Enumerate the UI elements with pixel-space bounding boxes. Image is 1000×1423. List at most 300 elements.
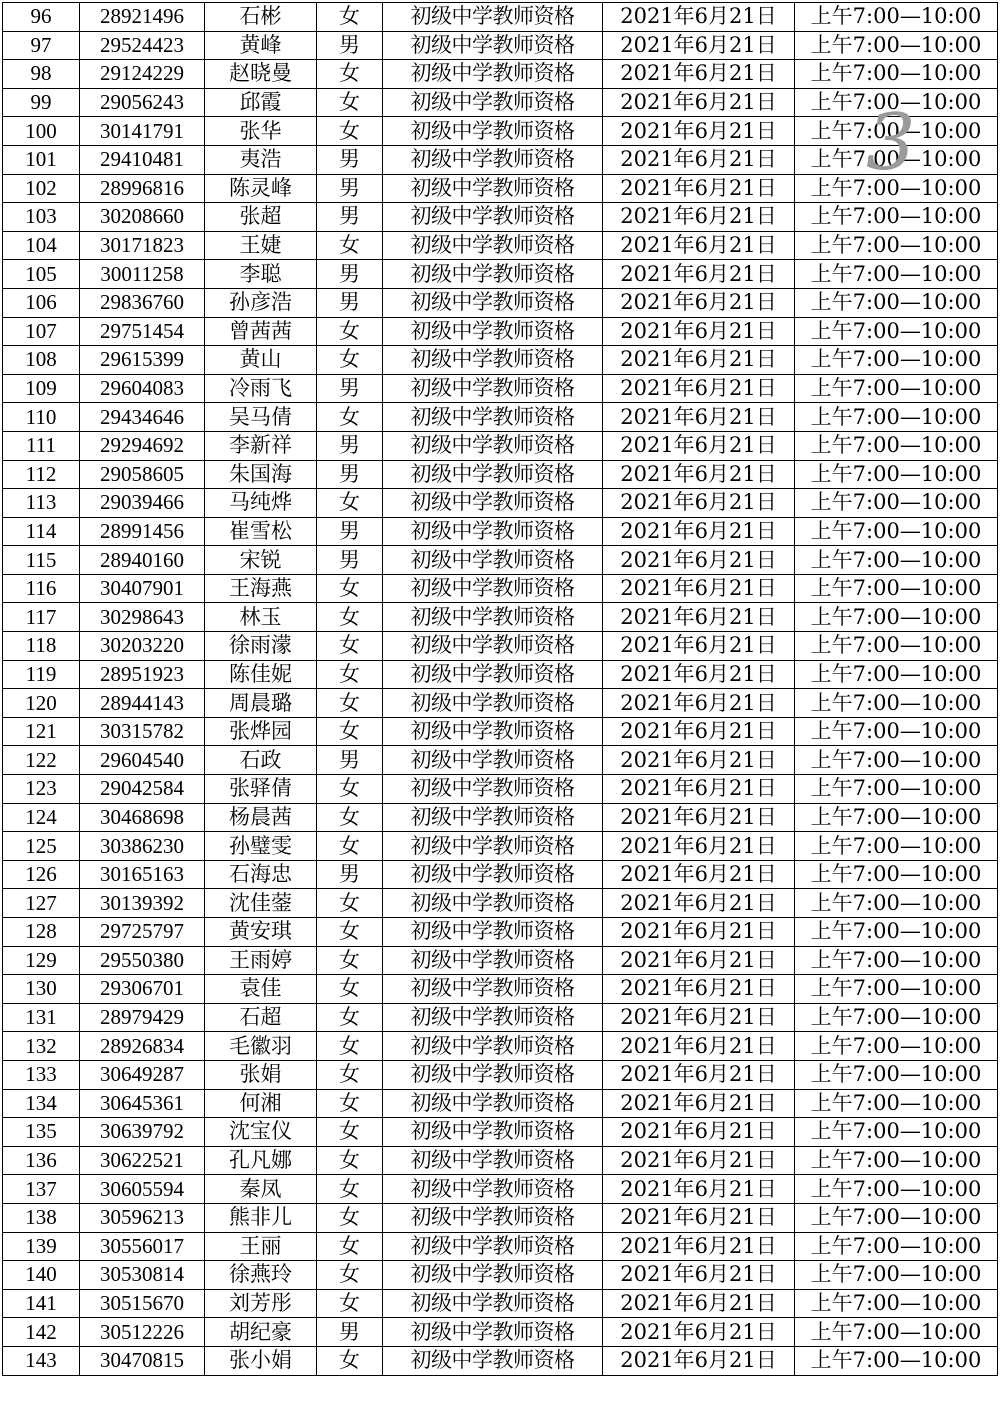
table-row <box>3 431 998 460</box>
gender-cell: 女 <box>317 717 383 746</box>
gender-cell: 女 <box>317 603 383 632</box>
exam-date-cell: 2021年6月21日 <box>603 431 795 460</box>
exam-time-cell: 上午7:00—10:00 <box>795 603 998 632</box>
exam-time-cell: 上午7:00—10:00 <box>795 460 998 489</box>
gender-cell: 男 <box>317 174 383 203</box>
name-cell: 孙彦浩 <box>205 288 317 317</box>
name-cell: 邱霞 <box>205 88 317 117</box>
table-row <box>3 1032 998 1061</box>
registration-id-cell: 29836760 <box>80 288 205 317</box>
registration-id-cell: 30407901 <box>80 574 205 603</box>
table-row <box>3 460 998 489</box>
exam-date-cell: 2021年6月21日 <box>603 803 795 832</box>
exam-type-cell: 初级中学教师资格 <box>383 689 603 718</box>
table-row <box>3 1346 998 1375</box>
exam-type-cell: 初级中学教师资格 <box>383 632 603 661</box>
gender-cell: 男 <box>317 431 383 460</box>
exam-date-cell: 2021年6月21日 <box>603 1346 795 1375</box>
exam-time-cell: 上午7:00—10:00 <box>795 1203 998 1232</box>
exam-time-cell: 上午7:00—10:00 <box>795 546 998 575</box>
exam-date-cell: 2021年6月21日 <box>603 775 795 804</box>
name-cell: 夷浩 <box>205 145 317 174</box>
seq-number-cell: 141 <box>3 1289 80 1318</box>
registration-id-cell: 28921496 <box>80 3 205 32</box>
registration-id-cell: 30645361 <box>80 1089 205 1118</box>
exam-time-cell: 上午7:00—10:00 <box>795 374 998 403</box>
exam-type-cell: 初级中学教师资格 <box>383 88 603 117</box>
exam-time-cell: 上午7:00—10:00 <box>795 632 998 661</box>
registration-id-cell: 28951923 <box>80 660 205 689</box>
name-cell: 陈灵峰 <box>205 174 317 203</box>
registration-id-cell: 29604540 <box>80 746 205 775</box>
table-row <box>3 546 998 575</box>
gender-cell: 男 <box>317 31 383 60</box>
table-row <box>3 803 998 832</box>
gender-cell: 女 <box>317 803 383 832</box>
exam-time-cell: 上午7:00—10:00 <box>795 317 998 346</box>
seq-number-cell: 128 <box>3 918 80 947</box>
registration-id-cell: 30011258 <box>80 260 205 289</box>
exam-date-cell: 2021年6月21日 <box>603 832 795 861</box>
name-cell: 石海忠 <box>205 860 317 889</box>
exam-time-cell: 上午7:00—10:00 <box>795 975 998 1004</box>
exam-time-cell: 上午7:00—10:00 <box>795 31 998 60</box>
exam-type-cell: 初级中学教师资格 <box>383 260 603 289</box>
gender-cell: 男 <box>317 860 383 889</box>
exam-type-cell: 初级中学教师资格 <box>383 746 603 775</box>
seq-number-cell: 131 <box>3 1003 80 1032</box>
name-cell: 沈宝仪 <box>205 1118 317 1147</box>
seq-number-cell: 123 <box>3 775 80 804</box>
name-cell: 朱国海 <box>205 460 317 489</box>
registration-id-cell: 30605594 <box>80 1175 205 1204</box>
exam-date-cell: 2021年6月21日 <box>603 88 795 117</box>
candidate-table <box>2 2 998 1376</box>
seq-number-cell: 108 <box>3 346 80 375</box>
exam-date-cell: 2021年6月21日 <box>603 746 795 775</box>
seq-number-cell: 113 <box>3 489 80 518</box>
exam-time-cell: 上午7:00—10:00 <box>795 689 998 718</box>
exam-date-cell: 2021年6月21日 <box>603 145 795 174</box>
seq-number-cell: 118 <box>3 632 80 661</box>
seq-number-cell: 137 <box>3 1175 80 1204</box>
table-row <box>3 889 998 918</box>
exam-time-cell: 上午7:00—10:00 <box>795 431 998 460</box>
exam-time-cell: 上午7:00—10:00 <box>795 918 998 947</box>
name-cell: 石彬 <box>205 3 317 32</box>
table-row <box>3 374 998 403</box>
exam-type-cell: 初级中学教师资格 <box>383 174 603 203</box>
exam-type-cell: 初级中学教师资格 <box>383 203 603 232</box>
seq-number-cell: 111 <box>3 431 80 460</box>
registration-id-cell: 30171823 <box>80 231 205 260</box>
registration-id-cell: 29058605 <box>80 460 205 489</box>
exam-date-cell: 2021年6月21日 <box>603 546 795 575</box>
exam-date-cell: 2021年6月21日 <box>603 1003 795 1032</box>
gender-cell: 女 <box>317 832 383 861</box>
exam-date-cell: 2021年6月21日 <box>603 689 795 718</box>
gender-cell: 女 <box>317 1203 383 1232</box>
registration-id-cell: 29550380 <box>80 946 205 975</box>
exam-type-cell: 初级中学教师资格 <box>383 60 603 89</box>
exam-date-cell: 2021年6月21日 <box>603 1175 795 1204</box>
gender-cell: 男 <box>317 145 383 174</box>
exam-time-cell: 上午7:00—10:00 <box>795 88 998 117</box>
registration-id-cell: 30298643 <box>80 603 205 632</box>
exam-time-cell: 上午7:00—10:00 <box>795 1175 998 1204</box>
gender-cell: 女 <box>317 88 383 117</box>
exam-date-cell: 2021年6月21日 <box>603 946 795 975</box>
gender-cell: 女 <box>317 231 383 260</box>
exam-date-cell: 2021年6月21日 <box>603 374 795 403</box>
gender-cell: 女 <box>317 1032 383 1061</box>
registration-id-cell: 29306701 <box>80 975 205 1004</box>
name-cell: 秦凤 <box>205 1175 317 1204</box>
exam-date-cell: 2021年6月21日 <box>603 975 795 1004</box>
exam-date-cell: 2021年6月21日 <box>603 231 795 260</box>
exam-time-cell: 上午7:00—10:00 <box>795 117 998 146</box>
exam-type-cell: 初级中学教师资格 <box>383 3 603 32</box>
table-row <box>3 31 998 60</box>
table-row <box>3 288 998 317</box>
exam-date-cell: 2021年6月21日 <box>603 1261 795 1290</box>
exam-time-cell: 上午7:00—10:00 <box>795 946 998 975</box>
exam-time-cell: 上午7:00—10:00 <box>795 1146 998 1175</box>
table-row <box>3 1203 998 1232</box>
gender-cell: 男 <box>317 1318 383 1347</box>
gender-cell: 男 <box>317 460 383 489</box>
gender-cell: 女 <box>317 918 383 947</box>
registration-id-cell: 29124229 <box>80 60 205 89</box>
registration-id-cell: 29615399 <box>80 346 205 375</box>
registration-id-cell: 30596213 <box>80 1203 205 1232</box>
table-row <box>3 632 998 661</box>
exam-date-cell: 2021年6月21日 <box>603 632 795 661</box>
exam-date-cell: 2021年6月21日 <box>603 603 795 632</box>
table-row <box>3 775 998 804</box>
exam-type-cell: 初级中学教师资格 <box>383 1003 603 1032</box>
exam-type-cell: 初级中学教师资格 <box>383 889 603 918</box>
table-row <box>3 489 998 518</box>
table-row <box>3 260 998 289</box>
seq-number-cell: 100 <box>3 117 80 146</box>
exam-date-cell: 2021年6月21日 <box>603 203 795 232</box>
registration-id-cell: 28940160 <box>80 546 205 575</box>
gender-cell: 女 <box>317 1118 383 1147</box>
name-cell: 熊非儿 <box>205 1203 317 1232</box>
exam-date-cell: 2021年6月21日 <box>603 574 795 603</box>
table-row <box>3 660 998 689</box>
exam-type-cell: 初级中学教师资格 <box>383 1118 603 1147</box>
gender-cell: 女 <box>317 346 383 375</box>
registration-id-cell: 28996816 <box>80 174 205 203</box>
exam-type-cell: 初级中学教师资格 <box>383 460 603 489</box>
exam-type-cell: 初级中学教师资格 <box>383 775 603 804</box>
registration-id-cell: 30386230 <box>80 832 205 861</box>
registration-id-cell: 30203220 <box>80 632 205 661</box>
name-cell: 陈佳妮 <box>205 660 317 689</box>
exam-type-cell: 初级中学教师资格 <box>383 489 603 518</box>
exam-time-cell: 上午7:00—10:00 <box>795 403 998 432</box>
exam-date-cell: 2021年6月21日 <box>603 1089 795 1118</box>
exam-type-cell: 初级中学教师资格 <box>383 1203 603 1232</box>
name-cell: 黄峰 <box>205 31 317 60</box>
registration-id-cell: 30470815 <box>80 1346 205 1375</box>
table-row <box>3 1289 998 1318</box>
table-body <box>3 3 998 1376</box>
name-cell: 毛徽羽 <box>205 1032 317 1061</box>
seq-number-cell: 132 <box>3 1032 80 1061</box>
exam-type-cell: 初级中学教师资格 <box>383 145 603 174</box>
seq-number-cell: 119 <box>3 660 80 689</box>
exam-time-cell: 上午7:00—10:00 <box>795 203 998 232</box>
name-cell: 曾茜茜 <box>205 317 317 346</box>
exam-type-cell: 初级中学教师资格 <box>383 1060 603 1089</box>
exam-date-cell: 2021年6月21日 <box>603 1289 795 1318</box>
exam-time-cell: 上午7:00—10:00 <box>795 1261 998 1290</box>
exam-type-cell: 初级中学教师资格 <box>383 431 603 460</box>
exam-type-cell: 初级中学教师资格 <box>383 231 603 260</box>
registration-id-cell: 30165163 <box>80 860 205 889</box>
exam-date-cell: 2021年6月21日 <box>603 1060 795 1089</box>
exam-date-cell: 2021年6月21日 <box>603 317 795 346</box>
gender-cell: 女 <box>317 1003 383 1032</box>
name-cell: 胡纪豪 <box>205 1318 317 1347</box>
name-cell: 孙璧雯 <box>205 832 317 861</box>
name-cell: 石超 <box>205 1003 317 1032</box>
table-row <box>3 603 998 632</box>
exam-type-cell: 初级中学教师资格 <box>383 975 603 1004</box>
exam-time-cell: 上午7:00—10:00 <box>795 174 998 203</box>
exam-time-cell: 上午7:00—10:00 <box>795 889 998 918</box>
name-cell: 张娟 <box>205 1060 317 1089</box>
seq-number-cell: 112 <box>3 460 80 489</box>
name-cell: 林玉 <box>205 603 317 632</box>
table-row <box>3 746 998 775</box>
registration-id-cell: 29410481 <box>80 145 205 174</box>
table-row <box>3 60 998 89</box>
exam-time-cell: 上午7:00—10:00 <box>795 1289 998 1318</box>
table-row <box>3 117 998 146</box>
exam-date-cell: 2021年6月21日 <box>603 1032 795 1061</box>
seq-number-cell: 97 <box>3 31 80 60</box>
gender-cell: 男 <box>317 288 383 317</box>
exam-date-cell: 2021年6月21日 <box>603 3 795 32</box>
registration-id-cell: 30639792 <box>80 1118 205 1147</box>
name-cell: 崔雪松 <box>205 517 317 546</box>
exam-type-cell: 初级中学教师资格 <box>383 317 603 346</box>
seq-number-cell: 122 <box>3 746 80 775</box>
exam-type-cell: 初级中学教师资格 <box>383 1318 603 1347</box>
seq-number-cell: 102 <box>3 174 80 203</box>
name-cell: 李新祥 <box>205 431 317 460</box>
name-cell: 赵晓曼 <box>205 60 317 89</box>
exam-type-cell: 初级中学教师资格 <box>383 574 603 603</box>
exam-date-cell: 2021年6月21日 <box>603 717 795 746</box>
exam-time-cell: 上午7:00—10:00 <box>795 1032 998 1061</box>
seq-number-cell: 138 <box>3 1203 80 1232</box>
registration-id-cell: 29294692 <box>80 431 205 460</box>
seq-number-cell: 133 <box>3 1060 80 1089</box>
table-row <box>3 174 998 203</box>
gender-cell: 女 <box>317 1289 383 1318</box>
exam-date-cell: 2021年6月21日 <box>603 918 795 947</box>
registration-id-cell: 29604083 <box>80 374 205 403</box>
name-cell: 张小娟 <box>205 1346 317 1375</box>
gender-cell: 男 <box>317 260 383 289</box>
exam-type-cell: 初级中学教师资格 <box>383 660 603 689</box>
exam-type-cell: 初级中学教师资格 <box>383 946 603 975</box>
table-row <box>3 1003 998 1032</box>
page-number-mark: 3 <box>866 98 916 188</box>
seq-number-cell: 104 <box>3 231 80 260</box>
registration-id-cell: 28926834 <box>80 1032 205 1061</box>
seq-number-cell: 127 <box>3 889 80 918</box>
gender-cell: 男 <box>317 746 383 775</box>
exam-type-cell: 初级中学教师资格 <box>383 1089 603 1118</box>
gender-cell: 女 <box>317 1146 383 1175</box>
exam-type-cell: 初级中学教师资格 <box>383 803 603 832</box>
seq-number-cell: 139 <box>3 1232 80 1261</box>
exam-time-cell: 上午7:00—10:00 <box>795 1118 998 1147</box>
seq-number-cell: 121 <box>3 717 80 746</box>
exam-time-cell: 上午7:00—10:00 <box>795 746 998 775</box>
seq-number-cell: 106 <box>3 288 80 317</box>
name-cell: 张超 <box>205 203 317 232</box>
exam-time-cell: 上午7:00—10:00 <box>795 660 998 689</box>
registration-id-cell: 30208660 <box>80 203 205 232</box>
seq-number-cell: 99 <box>3 88 80 117</box>
table-row <box>3 574 998 603</box>
gender-cell: 女 <box>317 946 383 975</box>
exam-type-cell: 初级中学教师资格 <box>383 517 603 546</box>
gender-cell: 女 <box>317 1089 383 1118</box>
name-cell: 宋锐 <box>205 546 317 575</box>
table-row <box>3 946 998 975</box>
exam-type-cell: 初级中学教师资格 <box>383 603 603 632</box>
table-row <box>3 1146 998 1175</box>
exam-date-cell: 2021年6月21日 <box>603 460 795 489</box>
gender-cell: 女 <box>317 889 383 918</box>
registration-id-cell: 30141791 <box>80 117 205 146</box>
seq-number-cell: 105 <box>3 260 80 289</box>
name-cell: 石政 <box>205 746 317 775</box>
table-row <box>3 1089 998 1118</box>
seq-number-cell: 140 <box>3 1261 80 1290</box>
registration-id-cell: 28944143 <box>80 689 205 718</box>
name-cell: 王丽 <box>205 1232 317 1261</box>
exam-date-cell: 2021年6月21日 <box>603 174 795 203</box>
exam-time-cell: 上午7:00—10:00 <box>795 3 998 32</box>
exam-type-cell: 初级中学教师资格 <box>383 1232 603 1261</box>
table-row <box>3 975 998 1004</box>
seq-number-cell: 143 <box>3 1346 80 1375</box>
name-cell: 杨晨茜 <box>205 803 317 832</box>
registration-id-cell: 30515670 <box>80 1289 205 1318</box>
table-row <box>3 918 998 947</box>
exam-date-cell: 2021年6月21日 <box>603 489 795 518</box>
exam-date-cell: 2021年6月21日 <box>603 860 795 889</box>
seq-number-cell: 135 <box>3 1118 80 1147</box>
gender-cell: 女 <box>317 975 383 1004</box>
registration-id-cell: 29042584 <box>80 775 205 804</box>
exam-time-cell: 上午7:00—10:00 <box>795 574 998 603</box>
table-row <box>3 517 998 546</box>
seq-number-cell: 129 <box>3 946 80 975</box>
gender-cell: 男 <box>317 546 383 575</box>
exam-type-cell: 初级中学教师资格 <box>383 546 603 575</box>
registration-id-cell: 30468698 <box>80 803 205 832</box>
table-row <box>3 1318 998 1347</box>
name-cell: 王雨婷 <box>205 946 317 975</box>
name-cell: 徐雨濛 <box>205 632 317 661</box>
exam-date-cell: 2021年6月21日 <box>603 660 795 689</box>
exam-type-cell: 初级中学教师资格 <box>383 918 603 947</box>
exam-type-cell: 初级中学教师资格 <box>383 31 603 60</box>
gender-cell: 女 <box>317 775 383 804</box>
exam-type-cell: 初级中学教师资格 <box>383 288 603 317</box>
exam-time-cell: 上午7:00—10:00 <box>795 832 998 861</box>
exam-type-cell: 初级中学教师资格 <box>383 832 603 861</box>
seq-number-cell: 136 <box>3 1146 80 1175</box>
seq-number-cell: 117 <box>3 603 80 632</box>
gender-cell: 女 <box>317 1346 383 1375</box>
seq-number-cell: 107 <box>3 317 80 346</box>
registration-id-cell: 30512226 <box>80 1318 205 1347</box>
exam-type-cell: 初级中学教师资格 <box>383 1032 603 1061</box>
name-cell: 王海燕 <box>205 574 317 603</box>
exam-type-cell: 初级中学教师资格 <box>383 117 603 146</box>
gender-cell: 女 <box>317 574 383 603</box>
registration-id-cell: 29751454 <box>80 317 205 346</box>
seq-number-cell: 125 <box>3 832 80 861</box>
exam-type-cell: 初级中学教师资格 <box>383 374 603 403</box>
name-cell: 沈佳蓥 <box>205 889 317 918</box>
exam-time-cell: 上午7:00—10:00 <box>795 775 998 804</box>
exam-date-cell: 2021年6月21日 <box>603 288 795 317</box>
name-cell: 袁佳 <box>205 975 317 1004</box>
exam-time-cell: 上午7:00—10:00 <box>795 860 998 889</box>
table-row <box>3 717 998 746</box>
exam-date-cell: 2021年6月21日 <box>603 60 795 89</box>
name-cell: 张烨园 <box>205 717 317 746</box>
exam-date-cell: 2021年6月21日 <box>603 1318 795 1347</box>
name-cell: 徐燕玲 <box>205 1261 317 1290</box>
exam-time-cell: 上午7:00—10:00 <box>795 489 998 518</box>
exam-type-cell: 初级中学教师资格 <box>383 717 603 746</box>
exam-time-cell: 上午7:00—10:00 <box>795 260 998 289</box>
registration-id-cell: 29524423 <box>80 31 205 60</box>
exam-type-cell: 初级中学教师资格 <box>383 1175 603 1204</box>
exam-date-cell: 2021年6月21日 <box>603 517 795 546</box>
name-cell: 吴马倩 <box>205 403 317 432</box>
exam-date-cell: 2021年6月21日 <box>603 1146 795 1175</box>
table-row <box>3 346 998 375</box>
exam-time-cell: 上午7:00—10:00 <box>795 145 998 174</box>
registration-id-cell: 28991456 <box>80 517 205 546</box>
table-row <box>3 145 998 174</box>
seq-number-cell: 142 <box>3 1318 80 1347</box>
exam-time-cell: 上午7:00—10:00 <box>795 803 998 832</box>
exam-time-cell: 上午7:00—10:00 <box>795 231 998 260</box>
registration-id-cell: 30530814 <box>80 1261 205 1290</box>
name-cell: 冷雨飞 <box>205 374 317 403</box>
exam-date-cell: 2021年6月21日 <box>603 403 795 432</box>
gender-cell: 女 <box>317 660 383 689</box>
registration-id-cell: 29039466 <box>80 489 205 518</box>
seq-number-cell: 110 <box>3 403 80 432</box>
exam-date-cell: 2021年6月21日 <box>603 117 795 146</box>
